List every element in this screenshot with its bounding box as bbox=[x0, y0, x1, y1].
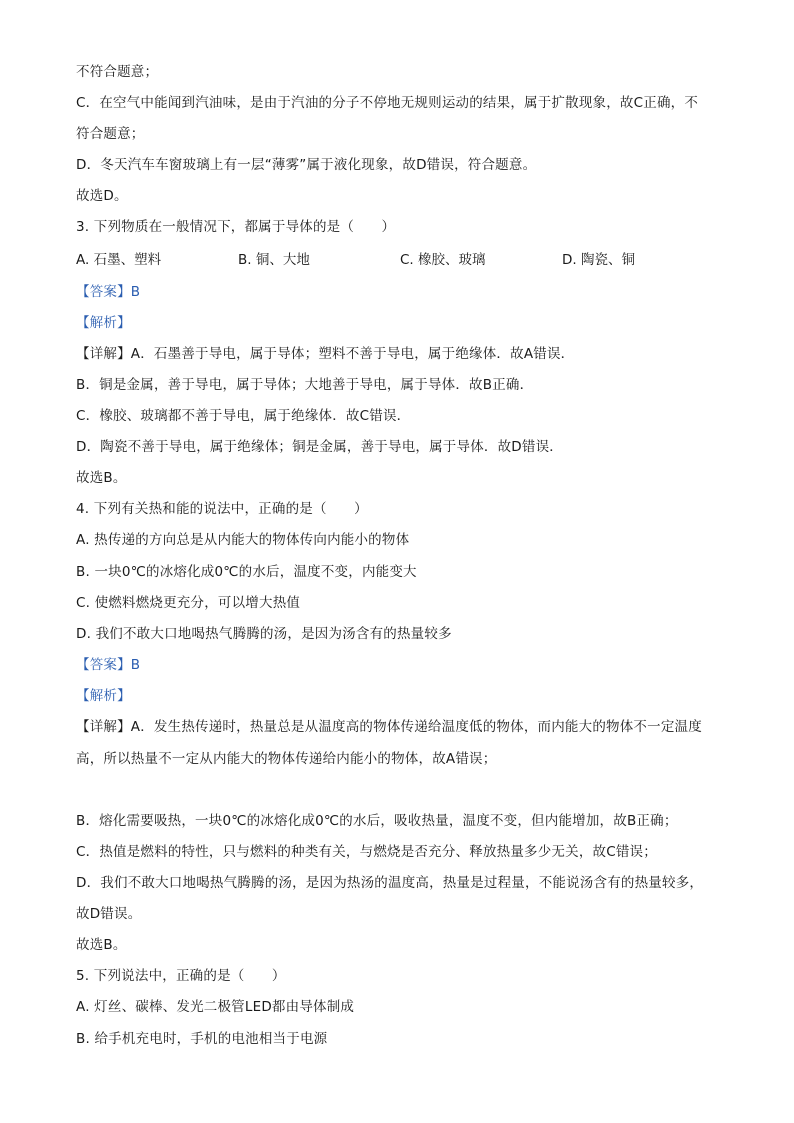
option-a: A. 热传递的方向总是从内能大的物体传向内能小的物体 bbox=[76, 532, 410, 548]
detail-line: 【详解】A．石墨善于导电，属于导体；塑料不善于导电，属于绝缘体．故A错误． bbox=[76, 346, 575, 362]
option-c: C. 橡胶、玻璃 bbox=[400, 252, 486, 268]
detail-line: B．熔化需要吸热，一块0℃的冰熔化成0℃的水后，吸收热量，温度不变，但内能增加，故B正确； bbox=[76, 813, 678, 829]
option-b: B. 给手机充电时，手机的电池相当于电源 bbox=[76, 1031, 328, 1047]
conclusion-line: 故选B。 bbox=[76, 470, 127, 486]
question-5-stem: 5. 下列说法中，正确的是（ ） bbox=[76, 968, 286, 984]
option-b: B. 铜、大地 bbox=[238, 252, 310, 268]
text-line: D．冬天汽车车窗玻璃上有一层“薄雾”属于液化现象，故D错误，符合题意。 bbox=[76, 157, 537, 173]
option-d: D. 我们不敢大口地喝热气腾腾的汤，是因为汤含有的热量较多 bbox=[76, 626, 452, 642]
conclusion-line: 故选B。 bbox=[76, 937, 127, 953]
text-line: 符合题意； bbox=[76, 126, 145, 142]
question-3-stem: 3. 下列物质在一般情况下，都属于导体的是（ ） bbox=[76, 219, 396, 235]
option-d: D. 陶瓷、铜 bbox=[562, 252, 635, 268]
option-b: B. 一块0℃的冰熔化成0℃的水后，温度不变，内能变大 bbox=[76, 564, 417, 580]
answer-label: 【答案】B bbox=[76, 284, 141, 300]
detail-line: D．我们不敢大口地喝热气腾腾的汤，是因为热汤的温度高，热量是过程量，不能说汤含有的热量较多， bbox=[76, 875, 704, 891]
answer-label: 【答案】B bbox=[76, 657, 141, 673]
detail-line: 高，所以热量不一定从内能大的物体传递给内能小的物体，故A错误； bbox=[76, 751, 497, 767]
option-a: A. 石墨、塑料 bbox=[76, 252, 162, 268]
detail-line: D．陶瓷不善于导电，属于绝缘体；铜是金属，善于导电，属于导体．故D错误． bbox=[76, 439, 563, 455]
option-c: C. 使燃料燃烧更充分，可以增大热值 bbox=[76, 595, 301, 611]
analysis-label: 【解析】 bbox=[76, 315, 131, 331]
text-line: C．在空气中能闻到汽油味，是由于汽油的分子不停地无规则运动的结果，属于扩散现象，故C正确，不 bbox=[76, 95, 699, 111]
text-line: 不符合题意； bbox=[76, 64, 159, 80]
detail-line: C．橡胶、玻璃都不善于导电，属于绝缘体．故C错误． bbox=[76, 408, 411, 424]
question-4-stem: 4. 下列有关热和能的说法中，正确的是（ ） bbox=[76, 501, 368, 517]
option-a: A. 灯丝、碳棒、发光二极管LED都由导体制成 bbox=[76, 999, 355, 1015]
question-3-options bbox=[76, 251, 716, 269]
detail-line: 【详解】A．发生热传递时，热量总是从温度高的物体传递给温度低的物体，而内能大的物体不一定温度 bbox=[76, 719, 702, 735]
text-line: 故选D。 bbox=[76, 188, 128, 204]
detail-line: 故D错误。 bbox=[76, 906, 142, 922]
detail-line: C．热值是燃料的特性，只与燃料的种类有关，与燃烧是否充分、释放热量多少无关，故C错误； bbox=[76, 844, 657, 860]
detail-line: B．铜是金属，善于导电，属于导体；大地善于导电，属于导体．故B正确． bbox=[76, 377, 534, 393]
analysis-label: 【解析】 bbox=[76, 688, 131, 704]
